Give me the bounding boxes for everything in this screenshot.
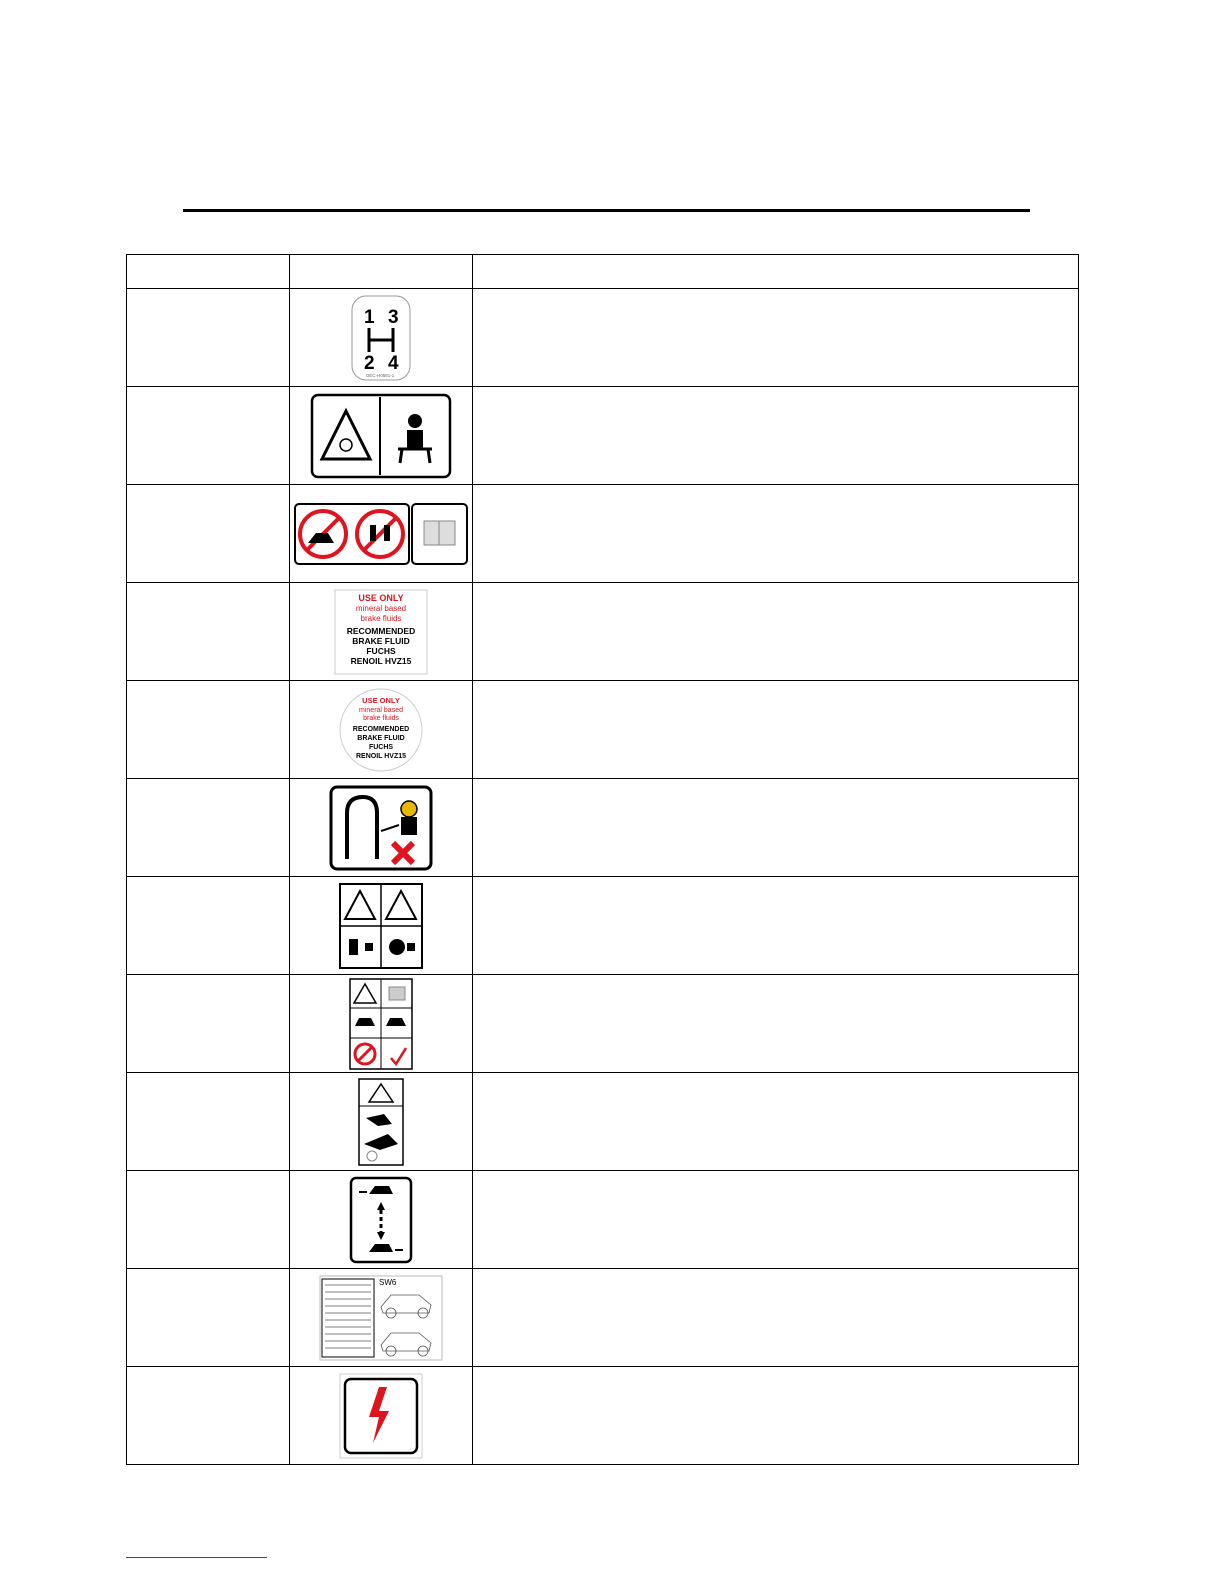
- decal-image-cell: [290, 1171, 473, 1269]
- part-number-cell: [127, 1171, 290, 1269]
- tip-direction-icon: [349, 1176, 413, 1264]
- part-number-cell: [127, 583, 290, 681]
- header-cell: [473, 255, 1079, 289]
- description-cell: [473, 387, 1079, 485]
- header-cell: [127, 255, 290, 289]
- table-row: [127, 387, 1079, 485]
- part-number-cell: [127, 387, 290, 485]
- decal-image-cell: [290, 877, 473, 975]
- gear-number: 4: [388, 352, 399, 374]
- footer-link-underline[interactable]: [126, 1557, 267, 1558]
- decal-image-cell: [290, 779, 473, 877]
- gear-shift-pattern-icon: [351, 295, 411, 381]
- brake-fluid-label-icon: [334, 589, 428, 675]
- title-rule: [183, 209, 1030, 212]
- decal-image-cell: [290, 1367, 473, 1465]
- description-cell: [473, 583, 1079, 681]
- part-number-cell: [127, 1073, 290, 1171]
- table-row: [127, 1367, 1079, 1465]
- warning-operator-seat-icon: [310, 393, 452, 479]
- brake-fluid-text: FUCHS: [368, 743, 394, 751]
- part-number-cell: [127, 975, 290, 1073]
- decal-image-cell: [290, 1269, 473, 1367]
- brake-fluid-text: brake fluids: [363, 714, 399, 722]
- table-row: [127, 485, 1079, 583]
- gear-number: 3: [388, 306, 399, 328]
- brake-fluid-text: BRAKE FLUID: [352, 635, 410, 646]
- decal-image-cell: [290, 289, 473, 387]
- crush-hazard-warning-icon: [339, 883, 423, 969]
- table-row: [127, 1171, 1079, 1269]
- description-cell: [473, 1171, 1079, 1269]
- part-number-cell: [127, 779, 290, 877]
- part-number-cell: [127, 877, 290, 975]
- part-number-cell: [127, 485, 290, 583]
- table-row: [127, 681, 1079, 779]
- chart-label: SW6: [379, 1277, 397, 1287]
- part-number-cell: [127, 1367, 290, 1465]
- decal-image-cell: [290, 681, 473, 779]
- part-number-cell: [127, 289, 290, 387]
- brake-fluid-text: RECOMMENDED: [346, 625, 416, 636]
- brake-fluid-text: RENOIL HVZ15: [350, 655, 412, 666]
- description-cell: [473, 877, 1079, 975]
- description-cell: [473, 485, 1079, 583]
- decal-image-cell: [290, 975, 473, 1073]
- brake-fluid-text: mineral based: [355, 603, 407, 613]
- brake-fluid-round-label-icon: [338, 687, 424, 773]
- service-chart-icon: [319, 1275, 443, 1361]
- gear-number: 2: [364, 352, 375, 374]
- table-row: [127, 975, 1079, 1073]
- description-cell: [473, 779, 1079, 877]
- description-cell: [473, 1269, 1079, 1367]
- table-row: [127, 877, 1079, 975]
- no-passenger-no-tow-manual-icon: [294, 503, 468, 565]
- table-row: [127, 289, 1079, 387]
- brake-fluid-text: BRAKE FLUID: [357, 734, 405, 742]
- description-cell: [473, 1073, 1079, 1171]
- decal-image-cell: [290, 583, 473, 681]
- decal-image-cell: [290, 485, 473, 583]
- table-header-row: [127, 255, 1079, 289]
- decal-image-cell: [290, 1073, 473, 1171]
- table-row: [127, 1073, 1079, 1171]
- brake-fluid-text: FUCHS: [366, 645, 396, 656]
- part-number-cell: [127, 1269, 290, 1367]
- decal-table: [126, 254, 1079, 1465]
- description-cell: [473, 1367, 1079, 1465]
- table-row: [127, 779, 1079, 877]
- table-row: [127, 1269, 1079, 1367]
- part-number-cell: [127, 681, 290, 779]
- electrical-hazard-icon: [339, 1373, 423, 1459]
- description-cell: [473, 975, 1079, 1073]
- brake-fluid-text: mineral based: [359, 706, 403, 714]
- description-cell: [473, 289, 1079, 387]
- decal-image-cell: [290, 387, 473, 485]
- rollbar-no-welding-icon: [329, 785, 433, 871]
- brake-fluid-text: brake fluids: [360, 613, 402, 623]
- header-cell: [290, 255, 473, 289]
- gear-number: 1: [364, 306, 375, 328]
- decal-code: DEC-H0581-1: [366, 372, 395, 378]
- brake-fluid-text: RECOMMENDED: [352, 725, 410, 733]
- description-cell: [473, 681, 1079, 779]
- hand-crush-warning-icon: [358, 1078, 404, 1166]
- brake-fluid-text: RENOIL HVZ15: [355, 752, 407, 760]
- brake-fluid-text: USE ONLY: [358, 592, 404, 603]
- brake-fluid-text: USE ONLY: [362, 695, 400, 705]
- warning-manual-operation-icon: [349, 978, 413, 1070]
- table-row: [127, 583, 1079, 681]
